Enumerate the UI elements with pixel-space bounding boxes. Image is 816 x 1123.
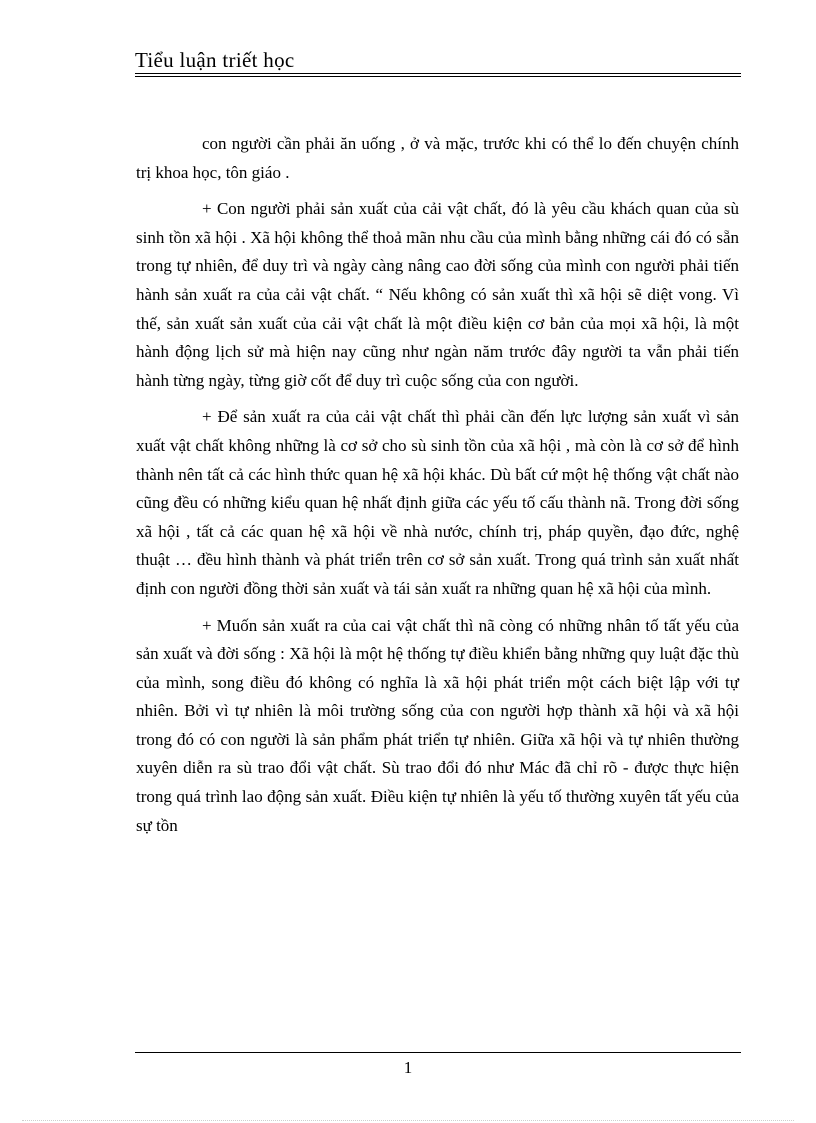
paragraph-productive-forces: + Để sản xuất ra của cải vật chất thì phải cần đến lực lượng sản xuất vì sản xuất vật chất không những là cơ sở cho sù sinh tồn của xã hội , mà còn là cơ sở để hình thành nên tất cả các hình thức quan hệ xã hội khác. Dù bất cứ một hệ thống vật chất nào cũng đều có những kiểu quan hệ nhất định giữa các yếu tố cấu thành nã. Trong đời sống xã hội , tất cả các quan hệ xã hội về nhà nước, chính trị, pháp quyền, đạo đức, nghệ thuật … đều hình thành và phát triển trên cơ sở sản xuất. Trong quá trình sản xuất nhất định con người đồng thời sản xuất và tái sản xuất ra những quan hệ xã hội của mình. bbox=[136, 407, 739, 598]
paragraph-nature-factors: + Muốn sản xuất ra của cai vật chất thì nã còng có những nhân tố tất yếu của sản xuất và đời sống : Xã hội là một hệ thống tự điều khiển bằng những quy luật đặc thù của mình, song điều đó không có nghĩa là xã hội phát triển một cách biệt lập với tự nhiên. Bởi vì tự nhiên là môi trường sống của con người hợp thành xã hội và xã hội trong đó có con người là sản phẩm phát triển tự nhiên. Giữa xã hội và tự nhiên thường xuyên diễn ra sù trao đổi vật chất. Sù trao đổi đó như Mác đã chỉ rõ - được thực hiện trong quá trình lao động sản xuất. Điều kiện tự nhiên là yếu tố thường xuyên tất yếu của sự tồn bbox=[136, 615, 739, 835]
footer-rule bbox=[135, 1052, 741, 1053]
page-boundary bbox=[22, 1120, 794, 1121]
header-rule-thin bbox=[135, 76, 741, 77]
page-number: 1 bbox=[403, 1058, 413, 1077]
header-title: Tiểu luận triết học bbox=[135, 48, 295, 72]
paragraph-production-requirement: + Con người phải sản xuất của cải vật chất, đó là yêu cầu khách quan của sù sinh tồn xã hội . Xã hội không thể thoả mãn nhu cầu của mình bằng những cái đó có sẵn trong tự nhiên, để duy trì và ngày càng nâng cao đời sống của mình con người phải tiến hành sản xuất ra của cải vật chất. “ Nếu không có sản xuất thì xã hội sẽ diệt vong. Vì thế, sản xuất sản xuất của cải vật chất là một điều kiện cơ bản của mọi xã hội, là một hành động lịch sử mà hiện nay cũng như ngàn năm trước đây người ta vẫn phải tiến hành từng ngày, từng giờ cốt để duy trì cuộc sống của con người. bbox=[136, 199, 739, 390]
header-rule-thick bbox=[135, 73, 741, 74]
paragraph-continuation: con người cần phải ăn uống , ở và mặc, trước khi có thể lo đến chuyện chính trị khoa học, tôn giáo . bbox=[136, 134, 739, 182]
page-body bbox=[136, 130, 739, 848]
